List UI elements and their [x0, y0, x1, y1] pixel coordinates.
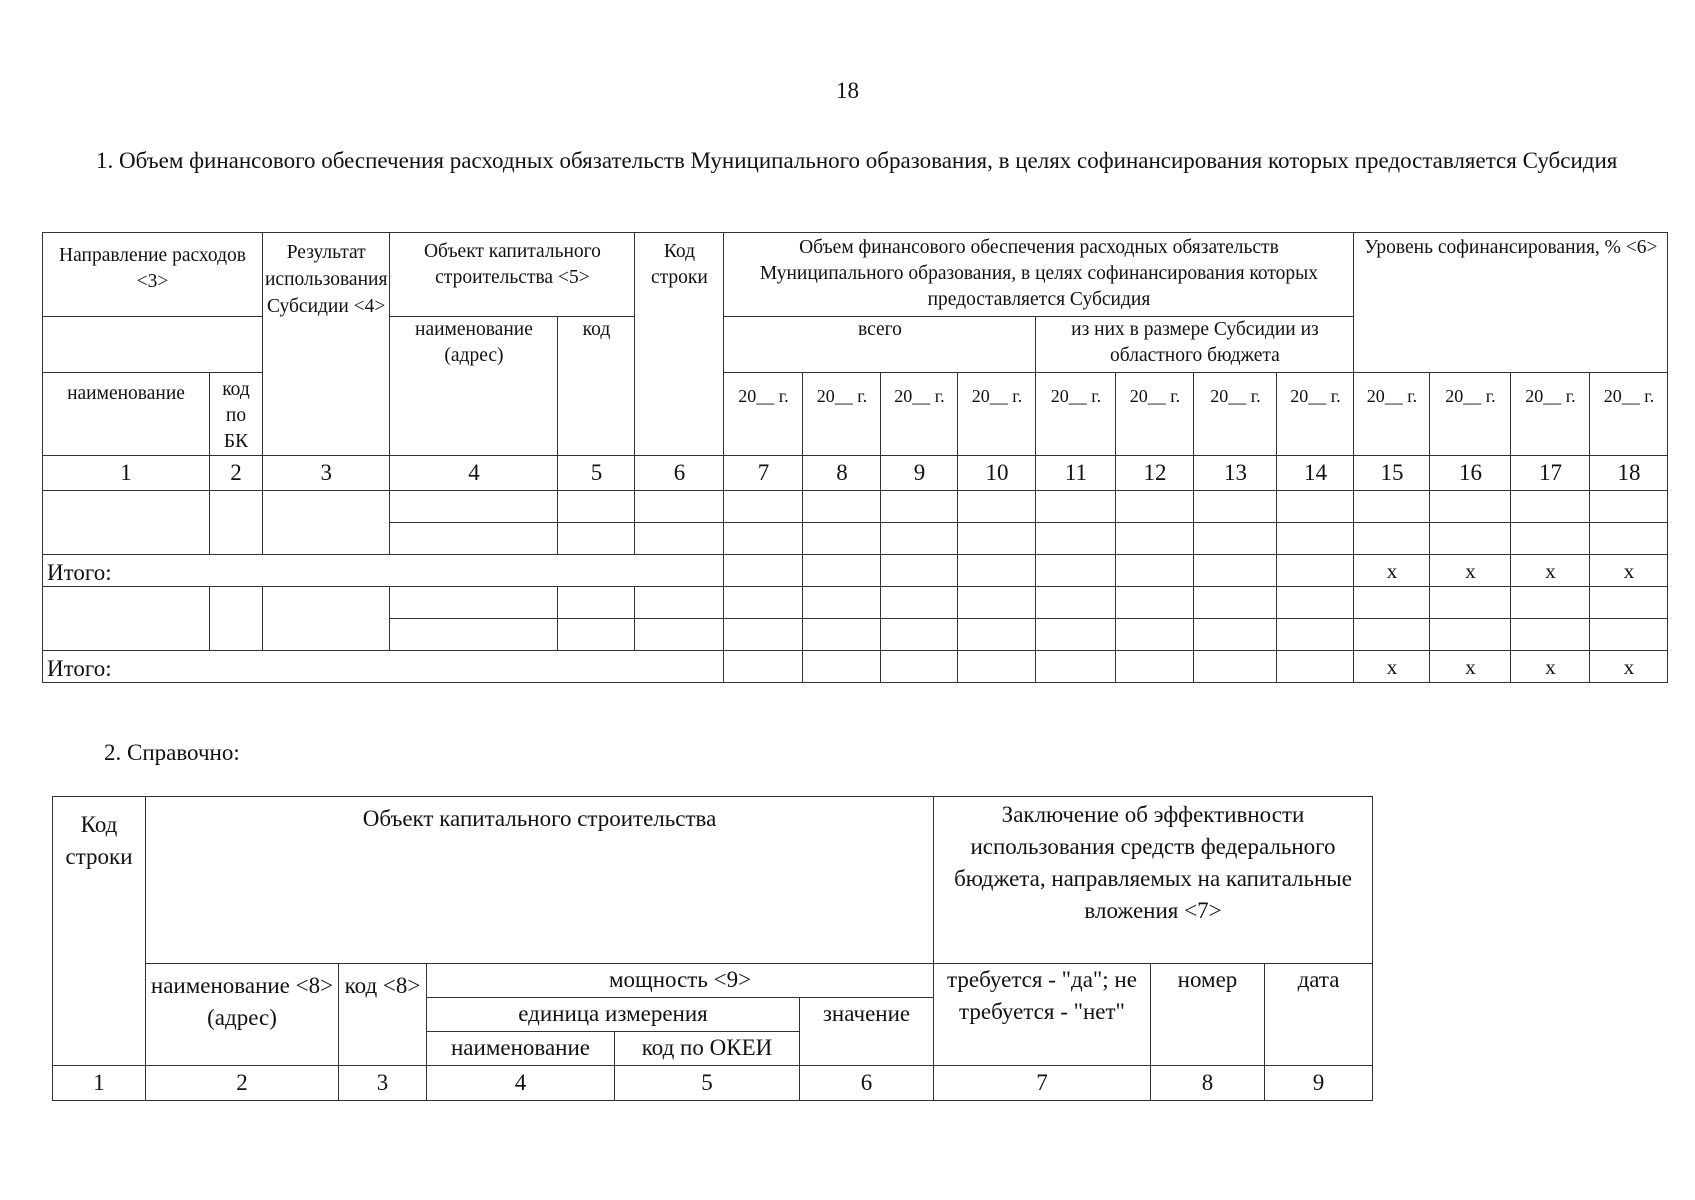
table-cell	[958, 555, 1036, 587]
header-direction-code: код по БК	[210, 373, 263, 456]
header-object-2: Объект капитального строительства	[146, 797, 934, 964]
table-cell	[958, 651, 1036, 683]
column-number: 2	[146, 1066, 339, 1101]
table-cell	[724, 587, 803, 619]
table-cell	[881, 523, 958, 555]
table-cell	[1036, 619, 1116, 651]
table-cell	[1194, 587, 1277, 619]
year-header: 20__ г.	[1430, 373, 1511, 456]
table-cell	[1354, 523, 1430, 555]
table-cell	[724, 619, 803, 651]
column-number-row	[53, 1066, 1373, 1101]
year-header: 20__ г.	[1194, 373, 1277, 456]
total-row	[43, 651, 1668, 683]
x-mark: x	[1511, 555, 1590, 587]
header-conclusion: Заключение об эффективности использования средств федерального бюджета, направляемых на капитальные вложения <7>	[934, 797, 1373, 964]
table-cell	[263, 587, 390, 651]
column-number: 9	[881, 456, 958, 491]
year-header: 20__ г.	[1511, 373, 1590, 456]
table-cell	[390, 619, 558, 651]
table-cell	[1116, 587, 1194, 619]
table-cell	[881, 491, 958, 523]
table-cell	[724, 651, 803, 683]
year-header: 20__ г.	[724, 373, 803, 456]
table-cell	[635, 619, 724, 651]
column-number: 11	[1036, 456, 1116, 491]
year-header: 20__ г.	[1354, 373, 1430, 456]
total-label: Итого:	[43, 651, 724, 683]
header-code-2: код <8>	[339, 964, 427, 1066]
table-cell	[1511, 523, 1590, 555]
table-cell	[1590, 491, 1668, 523]
column-number: 1	[43, 456, 210, 491]
column-number: 1	[53, 1066, 146, 1101]
header-direction: Направление расходов <3>	[43, 233, 263, 317]
table-cell	[558, 619, 635, 651]
header-object: Объект капитального строительства <5>	[390, 233, 635, 317]
header-direction-name: наименование	[43, 373, 210, 456]
table-cell	[724, 555, 803, 587]
table-cell	[803, 523, 881, 555]
table-cell	[1036, 555, 1116, 587]
table-cell	[724, 523, 803, 555]
table-cell	[881, 651, 958, 683]
table-cell	[1430, 523, 1511, 555]
section2-heading: 2. Справочно:	[104, 740, 240, 765]
table-cell	[1590, 587, 1668, 619]
table-cell	[1194, 651, 1277, 683]
table-cell	[210, 491, 263, 555]
table-cell	[390, 491, 558, 523]
table-cell	[1277, 587, 1354, 619]
year-header: 20__ г.	[1036, 373, 1116, 456]
header-name-2: наименование <8> (адрес)	[146, 964, 339, 1066]
column-number: 6	[635, 456, 724, 491]
x-mark: x	[1511, 651, 1590, 683]
table-cell	[1036, 587, 1116, 619]
header-okei-code: код по ОКЕИ	[615, 1032, 800, 1066]
table-cell	[1430, 587, 1511, 619]
column-number: 14	[1277, 456, 1354, 491]
column-number: 5	[558, 456, 635, 491]
table-cell	[1511, 587, 1590, 619]
year-header: 20__ г.	[881, 373, 958, 456]
header-number: номер	[1151, 964, 1265, 1066]
table-cell	[558, 587, 635, 619]
header-volume-subsidy: из них в размере Субсидии из областного бюджета	[1036, 317, 1354, 373]
section1-heading	[42, 144, 1654, 178]
column-number: 3	[263, 456, 390, 491]
reference-table	[52, 796, 1373, 1101]
year-header: 20__ г.	[958, 373, 1036, 456]
table-cell	[263, 491, 390, 555]
column-number: 5	[615, 1066, 800, 1101]
table-cell	[1116, 523, 1194, 555]
header-value: значение	[800, 998, 934, 1066]
table-cell	[881, 555, 958, 587]
column-number: 8	[1151, 1066, 1265, 1101]
column-number: 2	[210, 456, 263, 491]
table-cell	[724, 491, 803, 523]
column-number: 6	[800, 1066, 934, 1101]
page-number: 18	[836, 78, 859, 103]
header-object-name: наименование (адрес)	[390, 317, 558, 456]
financing-table	[42, 232, 1668, 683]
table-cell	[1036, 651, 1116, 683]
table-cell	[1354, 587, 1430, 619]
table-cell	[1277, 555, 1354, 587]
column-number: 7	[724, 456, 803, 491]
header-row-code: Код строки	[635, 233, 724, 456]
header-object-code: код	[558, 317, 635, 456]
table-row	[43, 491, 1668, 523]
table-cell	[1277, 491, 1354, 523]
table-cell	[803, 555, 881, 587]
x-mark: x	[1590, 651, 1668, 683]
table-cell	[210, 587, 263, 651]
header-result: Результат использования Субсидии <4>	[263, 233, 390, 456]
header-cofinancing: Уровень софинансирования, % <6>	[1354, 233, 1668, 373]
column-number: 4	[427, 1066, 615, 1101]
x-mark: x	[1590, 555, 1668, 587]
table-cell	[43, 587, 210, 651]
header-row-code-2: Код строки	[53, 797, 146, 1066]
table-cell	[958, 523, 1036, 555]
table-cell	[390, 587, 558, 619]
header-unit-name: наименование	[427, 1032, 615, 1066]
table-cell	[1277, 523, 1354, 555]
table-cell	[635, 523, 724, 555]
table-cell	[390, 523, 558, 555]
table-cell	[958, 491, 1036, 523]
table-cell	[1277, 619, 1354, 651]
column-number: 9	[1265, 1066, 1373, 1101]
column-number: 13	[1194, 456, 1277, 491]
header-direction-spacer	[43, 317, 263, 373]
x-mark: x	[1354, 651, 1430, 683]
header-volume-total: всего	[724, 317, 1036, 373]
table-cell	[1116, 619, 1194, 651]
table-cell	[803, 491, 881, 523]
column-number: 15	[1354, 456, 1430, 491]
table-cell	[803, 587, 881, 619]
table-cell	[1430, 491, 1511, 523]
table-cell	[881, 587, 958, 619]
x-mark: x	[1430, 555, 1511, 587]
column-number: 18	[1590, 456, 1668, 491]
header-volume: Объем финансового обеспечения расходных обязательств Муниципального образования, в целях софинансирования которых предоставляется Субсидия	[724, 233, 1354, 317]
table-cell	[1354, 491, 1430, 523]
table-cell	[1194, 491, 1277, 523]
table-cell	[1036, 523, 1116, 555]
table-cell	[1354, 619, 1430, 651]
table-cell	[1116, 555, 1194, 587]
column-number: 12	[1116, 456, 1194, 491]
table-cell	[803, 619, 881, 651]
table-cell	[1194, 523, 1277, 555]
column-number: 10	[958, 456, 1036, 491]
table-cell	[1277, 651, 1354, 683]
table-cell	[635, 491, 724, 523]
table-cell	[1116, 651, 1194, 683]
table-cell	[1036, 491, 1116, 523]
column-number-row	[43, 456, 1668, 491]
year-header: 20__ г.	[1590, 373, 1668, 456]
table-cell	[558, 523, 635, 555]
column-number: 3	[339, 1066, 427, 1101]
table-cell	[1590, 619, 1668, 651]
table-cell	[1194, 619, 1277, 651]
table-cell	[881, 619, 958, 651]
column-number: 16	[1430, 456, 1511, 491]
table-cell	[958, 587, 1036, 619]
table-cell	[1430, 619, 1511, 651]
table-cell	[1590, 523, 1668, 555]
table-cell	[1194, 555, 1277, 587]
header-capacity: мощность <9>	[427, 964, 934, 998]
table-cell	[43, 491, 210, 555]
column-number: 17	[1511, 456, 1590, 491]
x-mark: x	[1430, 651, 1511, 683]
header-unit: единица измерения	[427, 998, 800, 1032]
column-number: 4	[390, 456, 558, 491]
total-row	[43, 555, 1668, 587]
header-date: дата	[1265, 964, 1373, 1066]
column-number: 8	[803, 456, 881, 491]
section1-heading-text: 1. Объем финансового обеспечения расходных обязательств Муниципального образования, в целях софинансирования которых предоставляется Субсидия	[96, 148, 1618, 173]
x-mark: x	[1354, 555, 1430, 587]
year-header: 20__ г.	[1277, 373, 1354, 456]
total-label: Итого:	[43, 555, 724, 587]
column-number: 7	[934, 1066, 1151, 1101]
table-cell	[1116, 491, 1194, 523]
table-cell	[558, 491, 635, 523]
table-cell	[803, 651, 881, 683]
year-header: 20__ г.	[1116, 373, 1194, 456]
table-cell	[1511, 619, 1590, 651]
header-required: требуется - "да"; не требуется - "нет"	[934, 964, 1151, 1066]
year-header: 20__ г.	[803, 373, 881, 456]
table-row	[43, 587, 1668, 619]
table-cell	[635, 587, 724, 619]
table-cell	[958, 619, 1036, 651]
table-cell	[1511, 491, 1590, 523]
